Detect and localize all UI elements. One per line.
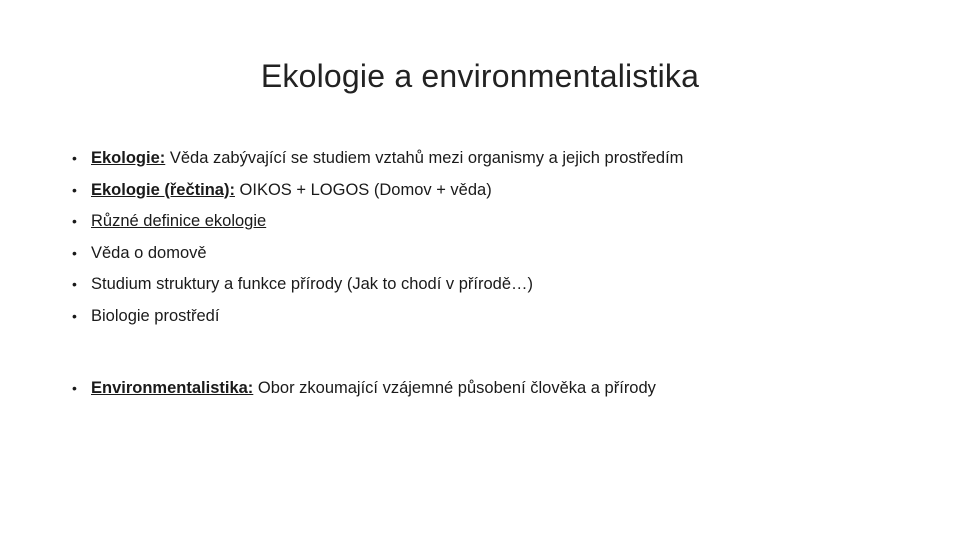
bullet-text: Biologie prostředí [91,306,220,325]
bullet-icon: • [72,380,77,396]
slide-title: Ekologie a environmentalistika [260,58,700,94]
bullet-definitions-heading [72,206,932,238]
bullet-icon: • [72,150,77,166]
bullet-icon: • [72,307,77,324]
bullet-text: Věda o domově [91,243,207,262]
bullet-ecology-greek [72,175,932,207]
bullet-text: Různé definice ekologie [91,212,267,230]
bullet-definition-environment [72,301,932,333]
bullet-definition-structure [72,269,932,301]
bullet-term: Ekologie (řečtina): [91,180,235,199]
bullet-definition-home [72,238,932,270]
bullet-text: Obor zkoumající vzájemné působení člověka a přírody [253,379,656,397]
bullet-text: OIKOS + LOGOS (Domov + věda) [234,180,492,199]
bullet-term: Environmentalistika: [91,379,254,397]
bullet-ecology-definition [72,143,932,175]
bullet-environmentalism [72,373,932,405]
bullet-icon: • [72,213,77,229]
bullet-term: Ekologie: [91,149,166,167]
bullet-icon: • [72,181,77,198]
bullet-icon: • [72,276,77,292]
bullet-list [72,143,932,405]
bullet-text: Studium struktury a funkce přírody (Jak to chodí v přírodě…) [91,275,534,293]
bullet-text: Věda zabývající se studiem vztahů mezi organismy a jejich prostředím [165,149,684,167]
bullet-icon: • [72,244,77,261]
